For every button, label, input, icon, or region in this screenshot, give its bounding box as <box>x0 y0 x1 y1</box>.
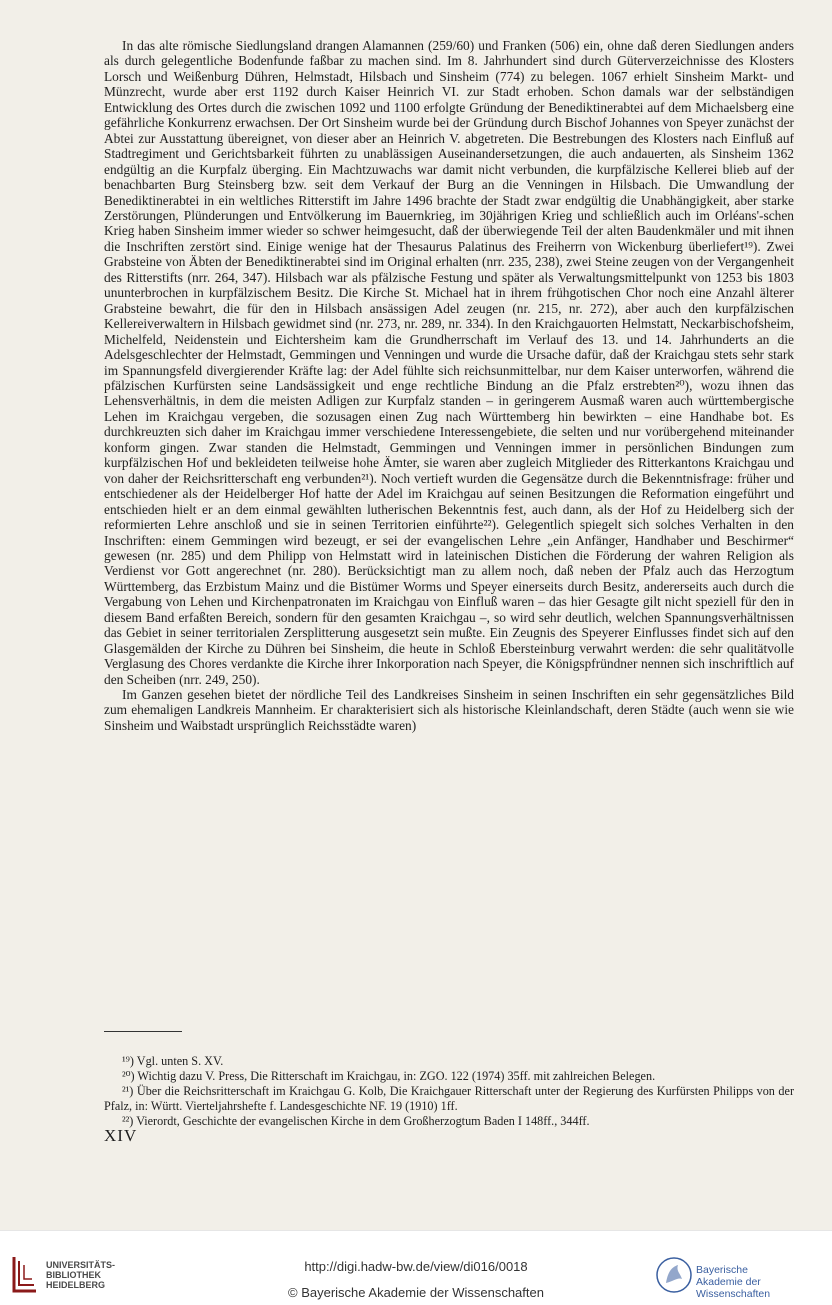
footnote-19: ¹⁹) Vgl. unten S. XV. <box>122 1054 224 1068</box>
academy-lion-icon <box>656 1255 692 1295</box>
footnote-divider <box>104 1031 182 1032</box>
footnotes <box>104 1054 794 1129</box>
academy-logo-line-1: Bayerische <box>696 1264 748 1276</box>
viewer-footer <box>0 1230 832 1305</box>
footnote-22: ²²) Vierordt, Geschichte der evangelischen Kirche in dem Großherzogtum Baden I 148ff., 344ff. <box>122 1114 590 1128</box>
paragraph-1: In das alte römische Siedlungsland drangen Alamannen (259/60) und Franken (506) ein, ohne daß deren Siedlungen anders als durch gelegentliche Bodenfunde faßbar zu machen sind. Im 8. Jahrhundert sind durch Güterverzeichnisse des Klosters Lorsch und Weißenburg Dühren, Helmstadt, Hilsbach und Sinsheim (774) zu belegen. 1067 erhielt Sinsheim Markt- und Münzrecht, wurde aber erst 1192 durch Kaiser Heinrich VI. zur Stadt erhoben. Schon damals war der selbständigen Entwicklung des Ortes durch die zwischen 1092 und 1100 erfolgte Gründung der Benediktinerabtei auf dem Michaelsberg eine gefährliche Konkurrenz erwachsen. Der Ort Sinsheim wurde bei der Gründung durch Bischof Johannes von Speyer zunächst der Abtei zur Ausstattung übereignet, von dieser aber an Heinrich V. abgetreten. Die Bestrebungen des Klosters nach Einfluß auf Stadtregiment und Gerichtsbarkeit führten zu unablässigen Auseinandersetzungen, die auch andauerten, als Sinsheim 1362 endgültig an die Kurpfalz überging. Ein Machtzuwachs war damit nicht verbunden, die kurpfälzische Kellerei blieb auf der benachbarten Burg Steinsberg bzw. seit dem Verkauf der Burg an die Venningen in Hilsbach. Die Umwandlung der Benediktinerabtei in ein weltliches Ritterstift im Jahre 1496 brachte der Stadt zwar endgültig die Unabhängigkeit, aber starke Zerstörungen, Plünderungen und Entvölkerung im Bauernkrieg, im 30jährigen Krieg und schließlich auch im Orléans'-schen Krieg haben Sinsheim immer wieder so schwer heimgesucht, daß der überwiegende Teil der alten Baudenkmäler und mit ihnen die Inschriften zerstört sind. Einige wenige hat der Thesaurus Palatinus des Freiherrn von Wickenburg überliefert¹⁹). Zwei Grabsteine von Äbten der Benediktinerabtei sind im Original erhalten (nrr. 235, 238), zwei Steine zeugen von der Vergangenheit des Ritterstifts (nrr. 264, 347). Hilsbach war als pfälzische Festung und später als Verwaltungsmittelpunkt von 1253 bis 1803 ununterbrochen in kurpfälzischem Besitz. Die Kirche St. Michael hat in ihrem frühgotischen Chor noch eine Anzahl älterer Grabsteine bewahrt, die für den in Hilsbach ansässigen Adel zeugen (nr. 215, nr. 272), aber auch den kurpfälzischen Kellereiverwaltern in Hilsbach gewidmet sind (nr. 273, nr. 289, nr. 334). In den Kraichgauorten Helmstatt, Neckarbischofsheim, Michelfeld, Neidenstein und Eichtersheim kam die Grundherrschaft im Verlauf des 13. und 14. Jahrhunderts an die Adelsgeschlechter der Helmstadt, Gemmingen und Venningen und wurde die Ursache dafür, daß der Kraichgau stets sehr stark im Spannungsfeld divergierender Kräfte lag: der Adel fühlte sich reichsunmittelbar, nur dem Kaiser unterworfen, während die pfälzischen Kurfürsten seine Landsässigkeit und enge rechtliche Bindung an die Pfalz erstrebten²⁰), wozu ihnen das Lehensverhältnis, in dem die meisten Adligen zur Kurpfalz standen – in geringerem Ausmaß waren auch württembergische Lehen im Kraichgau vergeben, die sozusagen einen Zug nach Württemberg hin bewirkten – eine Handhabe bot. Es durchkreuzten sich daher im Kraichgau immer verschiedene Interessengebiete, die selten und nur vorübergehend miteinander konform gingen. Zwar standen die Helmstadt, Gemmingen und Venningen immer in persönlichen Bindungen zum kurpfälzischen Hof und bekleideten teilweise hohe Ämter, sie waren aber zugleich Mitglieder des Ritterkantons Kraichgau und von daher der Reichsritterschaft eng verbunden²¹). Noch vertieft wurden die Gegensätze durch die Bekenntnisfrage: früher und entschiedener als der Heidelberger Hof hatte der Adel im Kraichgau auf seinen Besitzungen die Reformation eingeführt und entschieden hielt er an dem einmal gewählten lutherischen Bekenntnis fest, auch dann, als der Hof zu Heidelberg sich der reformierten Lehre anschloß und sie in seinen Territorien einführte²²). Gelegentlich spiegelt sich solches Verhalten in den Inschriften: einem Gemmingen wird bezeugt, er sei der evangelischen Lehre „ein Anfänger, Handhaber und Beschirmer“ gewesen (nr. 285) und dem Philipp von Helmstatt wird in lateinischen Distichen die Förderung der wahren Religion als Verdienst vor Gott angerechnet (nr. 280). Berücksichtigt man zu allem noch, daß neben der Pfalz auch das Herzogtum Württemberg, das Erzbistum Mainz und die Bistümer Worms und Speyer einerseits durch Besitz, andererseits auch durch die Vergabung von Lehen und Kirchenpatronaten im Kraichgau von Einfluß waren – das hier Gesagte gilt nicht speziell für den in diesem Band erfaßten Bereich, sondern für den gesamten Kraichgau –, so wird sehr deutlich, welchen Spannungsverhältnissen das Gebiet in seiner territorialen Zersplitterung ausgesetzt sein mußte. Ein Zeugnis des Speyerer Einflusses findet sich auf den Glasgemälden der Kirche zu Dühren bei Sinsheim, die heute in Schloß Ebersteinburg verwahrt werden: die sehr qualitätvolle Verglasung des Chores verdankte die Kirche ihrer Inkorporation nach Speyer, die Königspfründner nennen sich inschriftlich auf den Scheiben (nrr. 249, 250). <box>104 38 794 687</box>
copyright-notice: © Bayerische Akademie der Wissenschaften <box>288 1285 544 1300</box>
library-logo-line-1: UNIVERSITÄTS- <box>46 1260 116 1270</box>
library-logo-line-2: BIBLIOTHEK <box>46 1270 101 1280</box>
page-number: XIV <box>104 1126 138 1145</box>
academy-logo[interactable] <box>656 1253 826 1300</box>
main-text <box>104 38 794 733</box>
library-logo-line-3: HEIDELBERG <box>46 1280 106 1290</box>
academy-logo-line-2: Akademie der Wissenschaften <box>696 1276 771 1300</box>
permalink[interactable]: http://digi.hadw-bw.de/view/di016/0018 <box>304 1259 528 1274</box>
footnote-21: ²¹) Über die Reichsritterschaft im Kraichgau G. Kolb, Die Kraichgauer Ritterschaft unter der Regierung des Kurfürsten Philipps von der Pfalz, in: Württ. Vierteljahrshefte f. Landesgeschichte NF. 19 (1910) 1ff. <box>104 1084 794 1113</box>
paragraph-2: Im Ganzen gesehen bietet der nördliche Teil des Landkreises Sinsheim in seinen Inschriften ein sehr gegensätzliches Bild zum ehemaligen Landkreis Mannheim. Er charakterisiert sich als historische Kleinlandschaft, deren Städte (auch wenn sie wie Sinsheim und Waibstadt ursprünglich Reichsstädte waren) <box>104 687 794 733</box>
footnote-20: ²⁰) Wichtig dazu V. Press, Die Ritterschaft im Kraichgau, in: ZGO. 122 (1974) 35ff. mit zahlreichen Belegen. <box>122 1069 656 1083</box>
academy-logo-text <box>696 1264 826 1300</box>
